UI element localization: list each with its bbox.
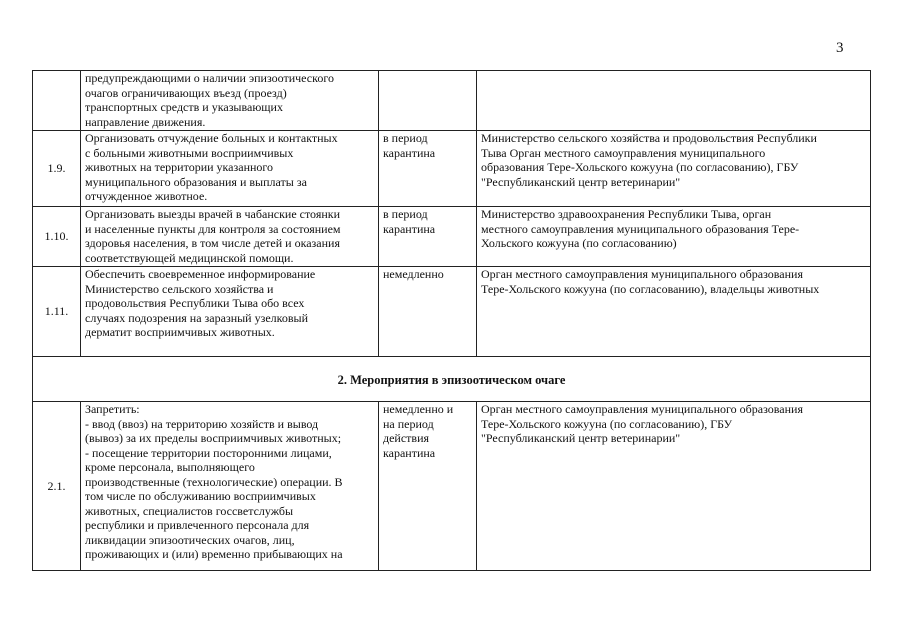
term-cell [379, 207, 477, 267]
table-row [33, 402, 871, 571]
action-line: республики и привлеченного персонала для [85, 518, 310, 532]
table-row [33, 71, 871, 131]
action-line: производственные (технологические) операции. В [85, 474, 343, 489]
term-cell [379, 131, 477, 207]
action-line: Организовать выезды врачей в чабанские стоянки [85, 207, 341, 221]
table-row [33, 207, 871, 267]
action-line: - ввод (ввоз) на территорию хозяйств и вывод [85, 416, 319, 431]
row-number [33, 71, 81, 131]
responsible-line: Орган местного самоуправления муниципального образования [481, 267, 803, 281]
action-line: животных, специалистов госсветслужбы [85, 503, 294, 518]
responsible-line: "Республиканский центр ветеринарии" [481, 431, 681, 445]
term-line: в период [383, 207, 428, 221]
row-number: 1.10. [33, 207, 81, 267]
action-line: здоровья населения, в том числе детей и оказания [85, 236, 340, 250]
action-line: продовольствия Республики Тыва обо всех [85, 296, 305, 310]
section-header-row [33, 357, 871, 402]
responsible-line: местного самоуправления муниципального образования Тере- [481, 221, 800, 236]
responsible-line: Тере-Хольского кожууна (по согласованию), владельцы животных [481, 281, 820, 296]
term-cell [379, 267, 477, 357]
row-number: 2.1. [33, 402, 81, 571]
term-line: карантина [383, 445, 436, 460]
action-line: кроме персонала, выполняющего [85, 460, 255, 474]
action-line: том числе по обслуживанию восприимчивых [85, 489, 316, 503]
term-line: в период [383, 131, 428, 145]
action-line: направление движения. [85, 114, 206, 129]
term-cell [379, 402, 477, 571]
responsible-line: образования Тере-Хольского кожууна (по согласованию), ГБУ [481, 160, 799, 174]
action-line: и населенные пункты для контроля за состоянием [85, 221, 341, 236]
action-line: соответствующей медицинской помощи. [85, 250, 294, 265]
action-line: (вывоз) за их пределы восприимчивых животных; [85, 431, 342, 445]
responsible-cell [477, 267, 871, 357]
responsible-line: Тыва Орган местного самоуправления муниципального [481, 145, 766, 160]
term-cell [379, 71, 477, 131]
action-cell [81, 71, 379, 131]
measures-table [32, 70, 871, 571]
term-line: карантина [383, 221, 436, 236]
action-line: транспортных средств и указывающих [85, 100, 283, 114]
action-line: Обеспечить своевременное информирование [85, 267, 316, 281]
action-line: предупреждающими о наличии эпизоотического [85, 71, 334, 85]
action-line: очагов ограничивающих въезд (проезд) [85, 85, 287, 100]
responsible-line: Министерство сельского хозяйства и продовольствия Республики [481, 131, 817, 145]
action-line: дерматит восприимчивых животных. [85, 325, 275, 339]
term-line: карантина [383, 145, 436, 160]
action-line: с больными животными восприимчивых [85, 145, 294, 160]
term-line: на период [383, 416, 434, 431]
action-line: Запретить: [85, 402, 140, 416]
action-line: Организовать отчуждение больных и контактных [85, 131, 338, 145]
action-line: - посещение территории посторонними лицами, [85, 445, 332, 460]
responsible-cell [477, 71, 871, 131]
term-line: действия [383, 431, 430, 445]
action-cell [81, 402, 379, 571]
responsible-cell [477, 207, 871, 267]
action-line: отчужденное животное. [85, 189, 208, 203]
row-number: 1.11. [33, 267, 81, 357]
action-cell [81, 131, 379, 207]
responsible-cell [477, 131, 871, 207]
section-title: 2. Мероприятия в эпизоотическом очаге [33, 357, 871, 402]
action-cell [81, 267, 379, 357]
row-number: 1.9. [33, 131, 81, 207]
term-line: немедленно и [383, 402, 454, 416]
responsible-line: Хольского кожууна (по согласованию) [481, 236, 677, 250]
responsible-cell [477, 402, 871, 571]
action-line: животных на территории указанного [85, 160, 274, 174]
action-line: ликвидации эпизоотических очагов, лиц, [85, 532, 295, 547]
action-line: проживающих и (или) временно прибывающих на [85, 547, 343, 561]
responsible-line: Орган местного самоуправления муниципального образования [481, 402, 803, 416]
responsible-line: Тере-Хольского кожууна (по согласованию), ГБУ [481, 416, 733, 431]
action-line: случаях подозрения на заразный узелковый [85, 310, 309, 325]
table-row [33, 267, 871, 357]
action-cell [81, 207, 379, 267]
responsible-line: "Республиканский центр ветеринарии" [481, 174, 681, 189]
table-row [33, 131, 871, 207]
responsible-line: Министерство здравоохранения Республики Тыва, орган [481, 207, 772, 221]
action-line: Министерство сельского хозяйства и [85, 281, 274, 296]
page-number: 3 [836, 40, 844, 56]
term-line: немедленно [383, 267, 444, 281]
action-line: муниципального образования и выплаты за [85, 174, 307, 189]
